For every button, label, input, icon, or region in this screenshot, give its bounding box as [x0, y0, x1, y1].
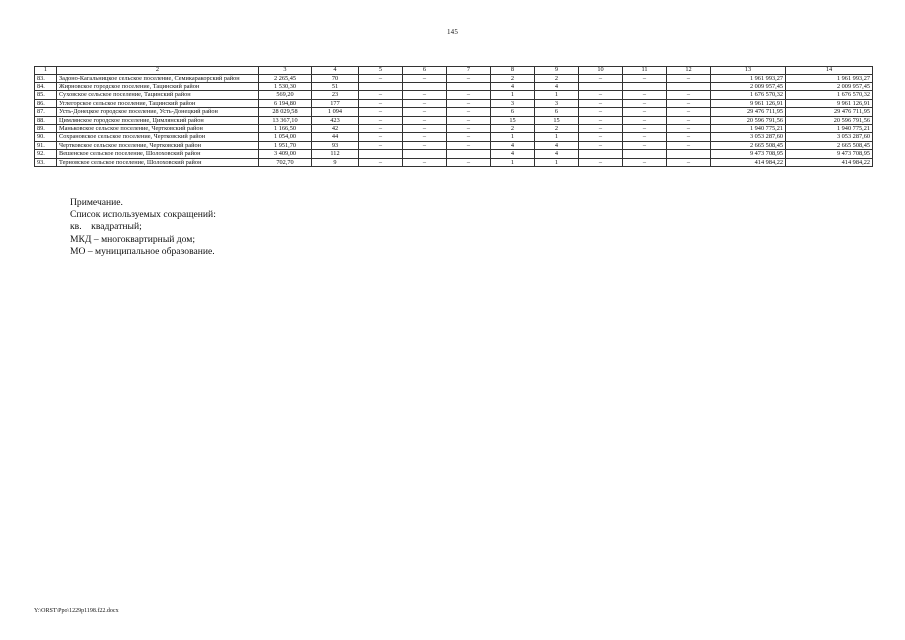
row-number: 90. [35, 133, 57, 141]
residents-cell: 93 [312, 141, 359, 149]
col7-cell: – [447, 108, 491, 116]
area-cell: 28 029,58 [259, 108, 312, 116]
table-row [35, 74, 873, 82]
total-cost-cell: 1 940 775,21 [786, 124, 873, 132]
col5-cell: – [359, 99, 403, 107]
table-row [35, 116, 873, 124]
cost-cell: 1 940 775,21 [711, 124, 786, 132]
settlement-name: Суховское сельское поселение, Тацинский район [57, 91, 259, 99]
residents-cell: 1 094 [312, 108, 359, 116]
notes-block [70, 197, 216, 258]
col6-cell: – [403, 133, 447, 141]
col8-cell: 1 [491, 158, 535, 166]
cost-cell: 2 665 508,45 [711, 141, 786, 149]
row-number: 85. [35, 91, 57, 99]
residents-cell: 44 [312, 133, 359, 141]
col10-cell: – [579, 124, 623, 132]
column-header: 7 [447, 67, 491, 75]
area-cell: 1 530,30 [259, 82, 312, 90]
cost-cell: 9 961 126,91 [711, 99, 786, 107]
table-row [35, 133, 873, 141]
col7-cell: – [447, 74, 491, 82]
cost-cell: 3 053 287,60 [711, 133, 786, 141]
residents-cell: 9 [312, 158, 359, 166]
table-row [35, 141, 873, 149]
cost-cell: 9 473 708,95 [711, 150, 786, 158]
area-cell: 1 951,70 [259, 141, 312, 149]
col9-cell: 15 [535, 116, 579, 124]
column-header: 1 [35, 67, 57, 75]
col7-cell: – [447, 133, 491, 141]
col6-cell: – [403, 108, 447, 116]
col9-cell: 2 [535, 74, 579, 82]
area-cell: 6 194,80 [259, 99, 312, 107]
col12-cell: – [667, 99, 711, 107]
residents-cell: 423 [312, 116, 359, 124]
col11-cell: – [623, 91, 667, 99]
col8-cell: 1 [491, 133, 535, 141]
col6-cell [403, 150, 447, 158]
col10-cell: – [579, 116, 623, 124]
col12-cell: – [667, 91, 711, 99]
settlement-name: Цимлянское городское поселение, Цимлянский район [57, 116, 259, 124]
col9-cell: 4 [535, 82, 579, 90]
col8-cell: 2 [491, 74, 535, 82]
table-row [35, 108, 873, 116]
col7-cell: – [447, 91, 491, 99]
col7-cell: – [447, 99, 491, 107]
settlement-name: Усть-Донецкое городское поселение, Усть-Донецкий район [57, 108, 259, 116]
row-number: 88. [35, 116, 57, 124]
col11-cell: – [623, 108, 667, 116]
column-header: 3 [259, 67, 312, 75]
col8-cell: 4 [491, 150, 535, 158]
column-header: 13 [711, 67, 786, 75]
total-cost-cell: 3 053 287,60 [786, 133, 873, 141]
column-header: 5 [359, 67, 403, 75]
col11-cell: – [623, 141, 667, 149]
col10-cell: – [579, 141, 623, 149]
col12-cell: – [667, 133, 711, 141]
table-row [35, 91, 873, 99]
col6-cell: – [403, 74, 447, 82]
col12-cell [667, 150, 711, 158]
col9-cell: 1 [535, 91, 579, 99]
row-number: 93. [35, 158, 57, 166]
col5-cell: – [359, 141, 403, 149]
col5-cell: – [359, 124, 403, 132]
settlement-name: Жирновское городское поселение, Тацинский район [57, 82, 259, 90]
column-header: 6 [403, 67, 447, 75]
col6-cell: – [403, 91, 447, 99]
col10-cell [579, 150, 623, 158]
total-cost-cell: 1 676 570,32 [786, 91, 873, 99]
settlement-name: Сохрановское сельское поселение, Чертковский район [57, 133, 259, 141]
col5-cell: – [359, 91, 403, 99]
col8-cell: 4 [491, 141, 535, 149]
col6-cell: – [403, 141, 447, 149]
area-cell: 2 265,45 [259, 74, 312, 82]
table-body [35, 74, 873, 166]
col8-cell: 1 [491, 91, 535, 99]
row-number: 92. [35, 150, 57, 158]
residents-cell: 70 [312, 74, 359, 82]
col10-cell: – [579, 91, 623, 99]
col5-cell: – [359, 116, 403, 124]
column-header: 8 [491, 67, 535, 75]
residents-cell: 23 [312, 91, 359, 99]
area-cell: 3 409,00 [259, 150, 312, 158]
cost-cell: 1 676 570,32 [711, 91, 786, 99]
column-header: 12 [667, 67, 711, 75]
notes-title: Примечание. [70, 197, 123, 208]
total-cost-cell: 9 961 126,91 [786, 99, 873, 107]
col8-cell: 15 [491, 116, 535, 124]
col10-cell: – [579, 108, 623, 116]
col7-cell: – [447, 116, 491, 124]
col7-cell: – [447, 158, 491, 166]
page-number: 145 [446, 28, 459, 36]
table-row [35, 124, 873, 132]
column-header: 10 [579, 67, 623, 75]
col9-cell: 4 [535, 141, 579, 149]
col10-cell [579, 82, 623, 90]
col7-cell [447, 150, 491, 158]
col11-cell: – [623, 124, 667, 132]
col8-cell: 4 [491, 82, 535, 90]
col12-cell: – [667, 108, 711, 116]
col11-cell: – [623, 158, 667, 166]
total-cost-cell: 414 984,22 [786, 158, 873, 166]
settlement-name: Задоно-Кагальницкое сельское поселение, Семикаракорский район [57, 74, 259, 82]
area-cell: 13 367,10 [259, 116, 312, 124]
col9-cell: 2 [535, 124, 579, 132]
col11-cell: – [623, 99, 667, 107]
col12-cell: – [667, 158, 711, 166]
col11-cell: – [623, 74, 667, 82]
table-row [35, 150, 873, 158]
col11-cell [623, 150, 667, 158]
total-cost-cell: 1 961 993,27 [786, 74, 873, 82]
col10-cell: – [579, 133, 623, 141]
abbreviation-item: МО – муниципальное образование. [70, 245, 215, 257]
housing-register-table [34, 66, 873, 167]
col5-cell: – [359, 133, 403, 141]
area-cell: 702,70 [259, 158, 312, 166]
residents-cell: 177 [312, 99, 359, 107]
total-cost-cell: 20 596 791,56 [786, 116, 873, 124]
col5-cell: – [359, 158, 403, 166]
settlement-name: Терновское сельское поселение, Шолоховский район [57, 158, 259, 166]
col9-cell: 1 [535, 133, 579, 141]
cost-cell: 414 984,22 [711, 158, 786, 166]
col8-cell: 3 [491, 99, 535, 107]
row-number: 89. [35, 124, 57, 132]
settlement-name: Углегорское сельское поселение, Тацинский район [57, 99, 259, 107]
col7-cell: – [447, 141, 491, 149]
col10-cell: – [579, 99, 623, 107]
col5-cell: – [359, 74, 403, 82]
column-header: 2 [57, 67, 259, 75]
col10-cell: – [579, 158, 623, 166]
col11-cell: – [623, 133, 667, 141]
cost-cell: 29 476 711,95 [711, 108, 786, 116]
area-cell: 1 166,50 [259, 124, 312, 132]
col11-cell: – [623, 116, 667, 124]
total-cost-cell: 9 473 708,95 [786, 150, 873, 158]
col12-cell [667, 82, 711, 90]
table-row [35, 99, 873, 107]
col12-cell: – [667, 74, 711, 82]
cost-cell: 1 961 993,27 [711, 74, 786, 82]
settlement-name: Чертковское сельское поселение, Чертковский район [57, 141, 259, 149]
cost-cell: 20 596 791,56 [711, 116, 786, 124]
col12-cell: – [667, 124, 711, 132]
col5-cell: – [359, 108, 403, 116]
abbreviations-title: Список используемых сокращений: [70, 209, 216, 221]
col12-cell: – [667, 141, 711, 149]
row-number: 87. [35, 108, 57, 116]
col11-cell [623, 82, 667, 90]
document-file-path: Y:\ORST\Ppo\1229p1198.f22.docx [34, 608, 119, 614]
col9-cell: 1 [535, 158, 579, 166]
total-cost-cell: 29 476 711,95 [786, 108, 873, 116]
abbreviation-item: кв. квадратный; [70, 221, 142, 233]
col10-cell: – [579, 74, 623, 82]
table-row [35, 82, 873, 90]
column-number-row [35, 67, 873, 75]
area-cell: 569,20 [259, 91, 312, 99]
table-row [35, 158, 873, 166]
residents-cell: 112 [312, 150, 359, 158]
cost-cell: 2 009 957,45 [711, 82, 786, 90]
residents-cell: 42 [312, 124, 359, 132]
abbreviation-item: МКД – многоквартирный дом; [70, 233, 196, 245]
col5-cell [359, 150, 403, 158]
col6-cell: – [403, 116, 447, 124]
col8-cell: 6 [491, 108, 535, 116]
area-cell: 1 054,00 [259, 133, 312, 141]
residents-cell: 51 [312, 82, 359, 90]
column-header: 9 [535, 67, 579, 75]
row-number: 86. [35, 99, 57, 107]
col6-cell: – [403, 99, 447, 107]
col9-cell: 4 [535, 150, 579, 158]
col6-cell: – [403, 124, 447, 132]
row-number: 83. [35, 74, 57, 82]
col7-cell [447, 82, 491, 90]
col6-cell: – [403, 158, 447, 166]
col9-cell: 6 [535, 108, 579, 116]
col7-cell: – [447, 124, 491, 132]
row-number: 84. [35, 82, 57, 90]
column-header: 11 [623, 67, 667, 75]
total-cost-cell: 2 665 508,45 [786, 141, 873, 149]
col8-cell: 2 [491, 124, 535, 132]
column-header: 4 [312, 67, 359, 75]
col5-cell [359, 82, 403, 90]
row-number: 91. [35, 141, 57, 149]
col12-cell: – [667, 116, 711, 124]
col6-cell [403, 82, 447, 90]
settlement-name: Вешенское сельское поселение, Шолоховский район [57, 150, 259, 158]
total-cost-cell: 2 009 957,45 [786, 82, 873, 90]
settlement-name: Маньковское сельское поселение, Чертковский район [57, 124, 259, 132]
col9-cell: 3 [535, 99, 579, 107]
column-header: 14 [786, 67, 873, 75]
